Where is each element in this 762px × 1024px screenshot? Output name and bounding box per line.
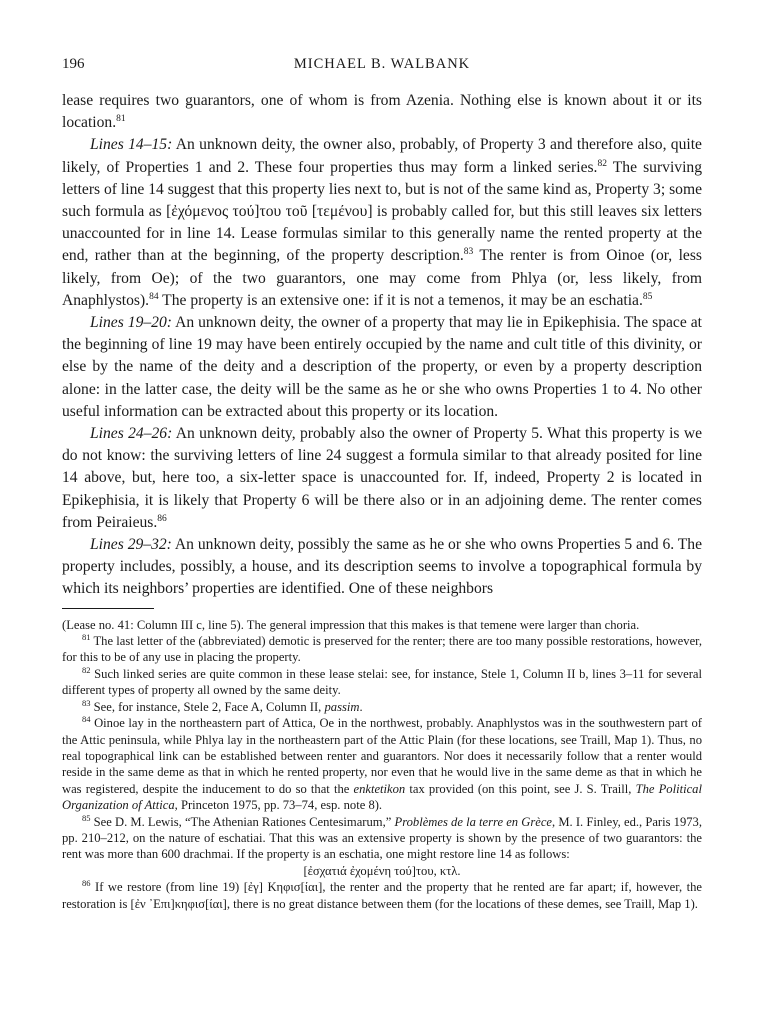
note-ref-84[interactable]: 84 [149,291,159,302]
footnote-84: $^{84}$ Oinoe lay in the northeastern part of Attica, Oe in the northwest, probably. Anaphlystos was in the southwestern part of the Attic peninsula, while Phlya lay in the northeastern part of the Attic Plain (for these locations, see Traill, Map 1). Thus, no real topographical link can be established between renter and guarantors. Nor does it necessarily follow that a renter would reside in the same deme as that in which he rented property, nor even that he would live in the same deme as that in which he was registered, despite the inducement to do so that the enktetikon tax provided (on this point, see J. S. Traill, The Political Organization of Attica, Princeton 1975, pp. 73–74, esp. note 8). [62,714,702,813]
footnote-86: $^{86}$ If we restore (from line 19) [ἐγ] Κηφισ[ίαι], the renter and the property that he rented are far apart; if, however, the restoration is [ἐν ᾿Επι]κηφισ[ίαι], there is no great distance between them (for the locations of these demes, see Traill, Map 1). [62,878,702,911]
note-ref-83[interactable]: 83 [463,247,474,258]
footnote-85: $^{85}$ See D. M. Lewis, “The Athenian Rationes Centesimarum,” Problèmes de la terre en Grèce, M. I. Finley, ed., Paris 1973, pp. 210–212, on the nature of eschatiai. That this was an extensive property is shown by the presence of two guarantors: the rent was more than 600 drachmai. If the property is an eschatia, one might restore line 14 as follows: [62,812,703,862]
running-head: MICHAEL B. WALBANK [293,56,471,72]
body-text [62,90,702,601]
paragraph-lines-24-26: Lines 24–26: An unknown deity, probably also the owner of Property 5. What this property is we do not know: the surviving letters of line 24 suggest a formula similar to that already posited for line 14 above, but, here too, a six-letter space is unaccounted for. If, indeed, Property 2 is located in Epikephisia, it is likely that Property 6 will be there also or in an adjoining deme. The renter comes from Peiraieus.$^{86}$ [62,425,702,531]
footnote-82: $^{82}$ Such linked series are quite common in these lease stelai: see, for instance, Stele 1, Column II b, lines 3–11 for several different types of property all owned by the same deity. [62,664,702,698]
paragraph-lines-19-20: Lines 19–20: An unknown deity, the owner of a property that may lie in Epikephisia. The space at the beginning of line 19 may have been entirely occupied by the name and cult title of this divinity, or else by the name of the deity and a description of the property, or even by a property description alone: in the latter case, the deity will be the same as he or she who owns Properties 1 to 4. No other useful information can be extracted about this property or its location. [62,314,702,420]
lines-label: Lines 29–32: [90,536,172,554]
lines-label: Lines 14–15: [90,136,173,154]
page-number: 196 [62,56,85,72]
footnote-83: $^{83}$ See, for instance, Stele 2, Face A, Column II, passim. [82,697,363,714]
note-ref-86[interactable]: 86 [157,513,167,524]
note-ref-82[interactable]: 82 [597,158,607,169]
note-ref-81[interactable]: 81 [116,114,126,125]
lines-label: Lines 19–20: [90,314,172,332]
footnotes [62,617,702,912]
paragraph-lines-14-15: Lines 14–15: An unknown deity, the owner also, probably, of Property 3 and therefore also, quite likely, of Properties 1 and 2. These four properties thus may form a linked series.$^{82}$ The surviving letters of line 14 suggest that this property lies next to, but is not of the same kind as, Property 3; some such formula as [ἐχόμενος τού]του τοῦ [τεμένου] is probably called for, but this still leaves six letters unaccounted for in line 14. Lease formulas similar to this generally name the rented property at the end, rather than at the beginning, of the property description.$^{83}$ The renter is from Oinoe (or, less likely, from Oe); of the two guarantors, one may come from Phlya (or, less likely, from Anaphlystos).$^{84}$ The property is an extensive one: if it is not a temenos, it may be an eschatia.$^{85}$ [62,136,702,309]
lines-label: Lines 24–26: [90,425,173,443]
note-ref-85[interactable]: 85 [642,291,653,302]
document-page [62,56,702,912]
page-header [62,56,702,78]
footnote-rule [62,608,154,609]
footnote-continuation: (Lease no. 41: Column III c, line 5). The general impression that this makes is that temene were larger than choria. [62,617,640,632]
footnote-81: $^{81}$ The last letter of the (abbreviated) demotic is preserved for the renter; there are too many possible restorations, however, for this to be of any use in placing the property. [62,632,702,665]
footnote-85-formula: [ἐσχατιά ἐχομένη τού]του, κτλ. [303,863,461,878]
paragraph-1: lease requires two guarantors, one of whom is from Azenia. Nothing else is known about it or its location.$^{81}$ [62,92,702,132]
paragraph-lines-29-32: Lines 29–32: An unknown deity, possibly the same as he or she who owns Properties 5 and 6. The property includes, possibly, a house, and its description seems to involve a topographical formula by which its neighbors’ properties are identified. One of these neighbors [62,536,702,598]
